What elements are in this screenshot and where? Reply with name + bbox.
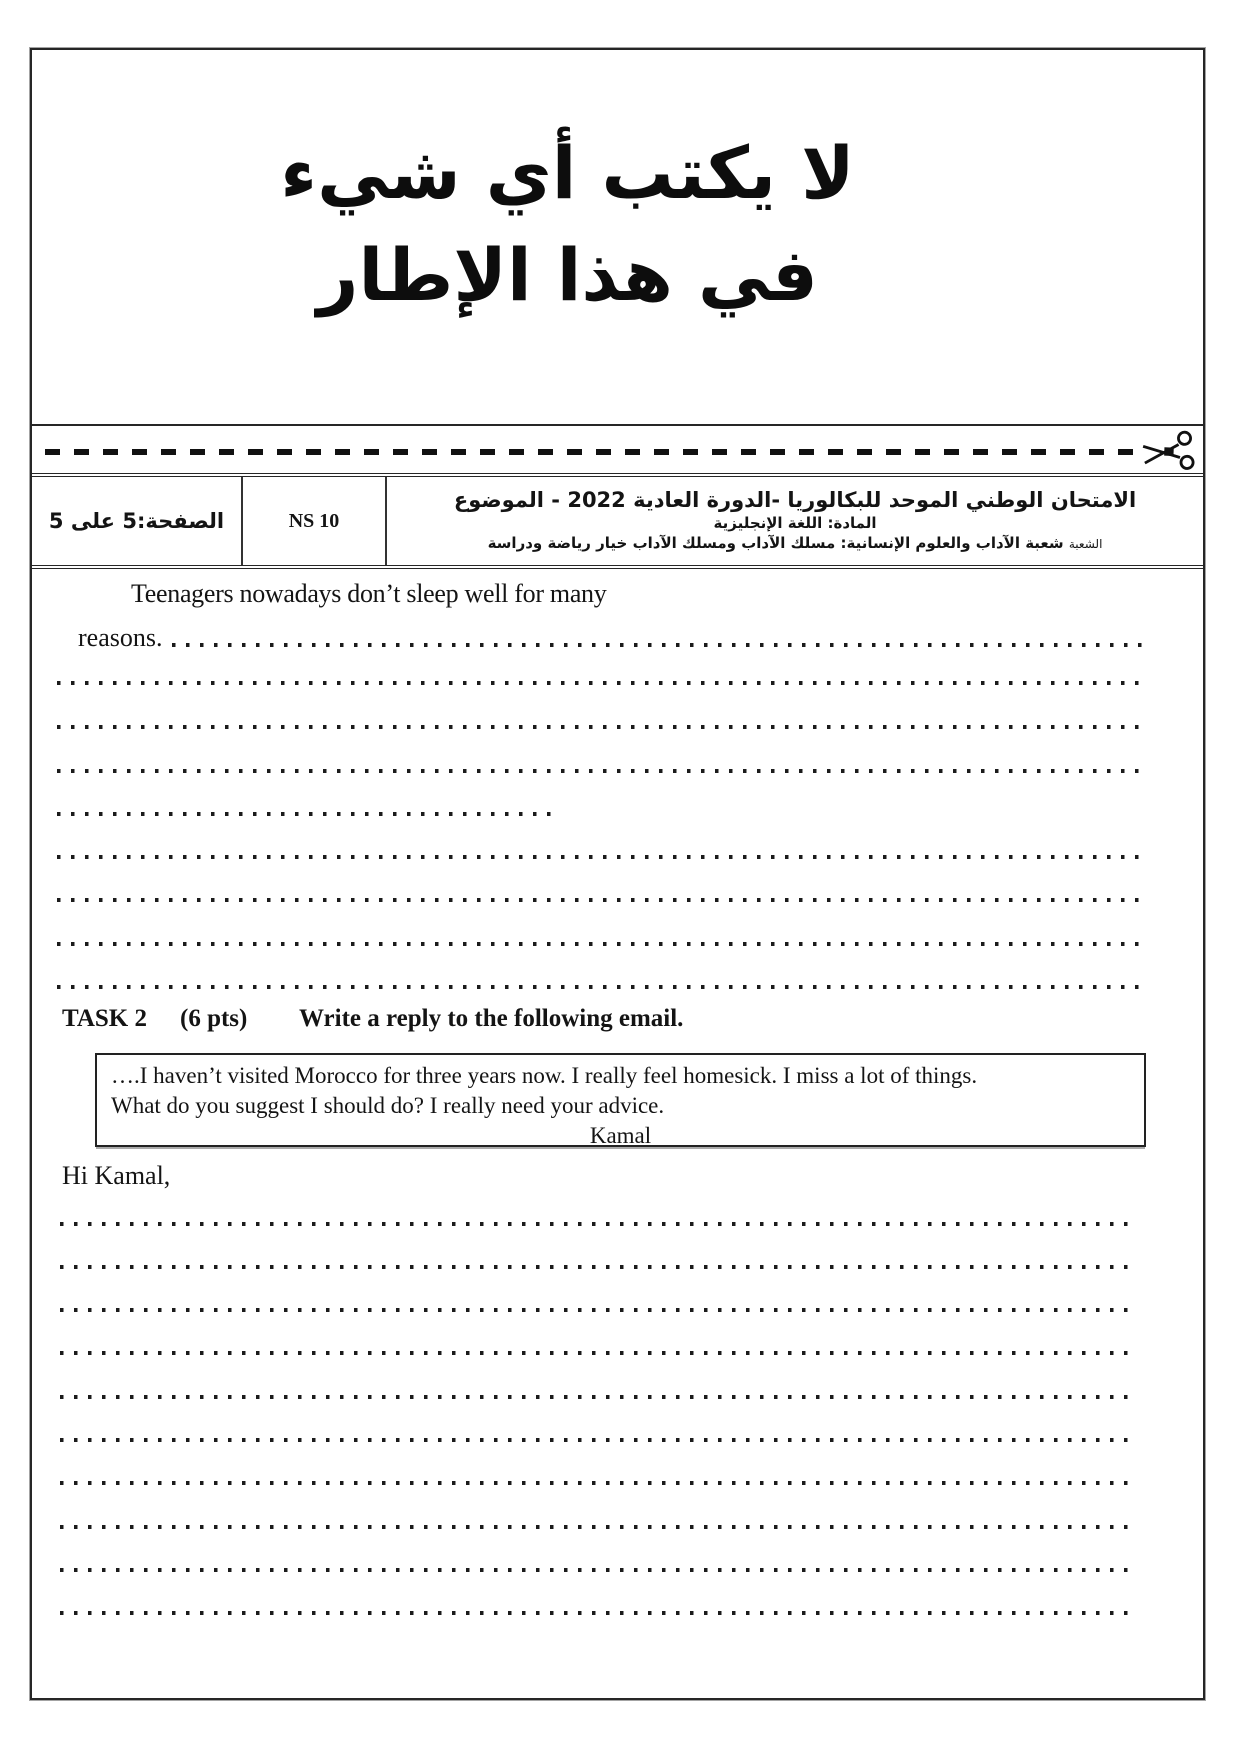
no-write-frame: [32, 50, 1203, 426]
task1-paragraph-line2: [78, 623, 1142, 653]
task2-instruction: Write a reply to the following email.: [299, 1005, 684, 1032]
answer-dotted-line: [60, 1395, 1138, 1399]
answer-sheet-body: [32, 569, 1203, 1698]
no-write-line-1: لا يكتب أي شيء: [280, 131, 855, 215]
answer-dotted-line: [60, 1481, 1138, 1485]
answer-dotted-line: [60, 1525, 1138, 1529]
exam-info-cell: [387, 477, 1203, 565]
email-signature: Kamal: [589, 1123, 652, 1148]
page-number-label: الصفحة:5 على 5: [48, 509, 225, 533]
page-number-cell: [32, 477, 243, 565]
task1-paragraph-word: reasons.: [78, 623, 163, 652]
email-quote-box: [95, 1053, 1146, 1147]
task2-heading: [62, 1005, 684, 1033]
answer-dotted-line: [57, 725, 1142, 729]
email-line-1: ….I haven’t visited Morocco for three years now. I really feel homesick. I miss a lot of things.: [111, 1063, 978, 1088]
cut-dashed-line: [45, 449, 1143, 455]
exam-stream-label: شعبة الآداب والعلوم الإنسانية: مسلك الآداب ومسلك الآداب خيار رياضة ودراسة: [487, 534, 1064, 552]
cut-line-section: [32, 426, 1203, 477]
task2-points: (6 pts): [180, 1005, 248, 1032]
answer-dotted-line: [60, 1568, 1138, 1572]
email-line-2: What do you suggest I should do? I really need your advice.: [111, 1093, 665, 1118]
no-write-warning: [32, 50, 1203, 326]
answer-dotted-line: [57, 985, 1142, 989]
answer-dotted-line: [60, 1351, 1138, 1355]
answer-dotted-line: [60, 1611, 1138, 1615]
exam-stream: [488, 533, 1103, 555]
exam-subject: المادة: اللغة الإنجليزية: [713, 514, 877, 532]
answer-dotted-line: [57, 898, 1142, 902]
answer-dotted-line: [57, 942, 1142, 946]
no-write-line-2: في هذا الإطار: [317, 233, 818, 318]
answer-dotted-fill: [172, 643, 1142, 647]
answer-dotted-line: [57, 769, 1142, 773]
answer-dotted-line: [60, 1308, 1138, 1312]
answer-dotted-line: [57, 855, 1142, 859]
task2-label: TASK 2: [62, 1005, 147, 1032]
answer-dotted-line: [60, 1265, 1138, 1269]
task1-paragraph-line1: Teenagers nowadays don’t sleep well for many: [131, 579, 607, 608]
ns-code-label: NS 10: [288, 509, 340, 532]
exam-stream-prefix: الشعبة: [1068, 537, 1103, 551]
answer-dotted-line: [60, 1222, 1138, 1226]
reply-greeting: Hi Kamal,: [62, 1161, 171, 1190]
answer-dotted-line-short: [57, 812, 560, 816]
page-frame: [30, 48, 1205, 1700]
answer-dotted-line: [60, 1438, 1138, 1442]
ns-code-cell: [243, 477, 387, 565]
header-table: [32, 477, 1203, 569]
answer-dotted-line: [57, 681, 1142, 685]
exam-title: الامتحان الوطني الموحد للبكالوريا -الدورة العادية 2022 - الموضوع: [453, 488, 1137, 512]
scissors-icon: [1140, 426, 1201, 478]
